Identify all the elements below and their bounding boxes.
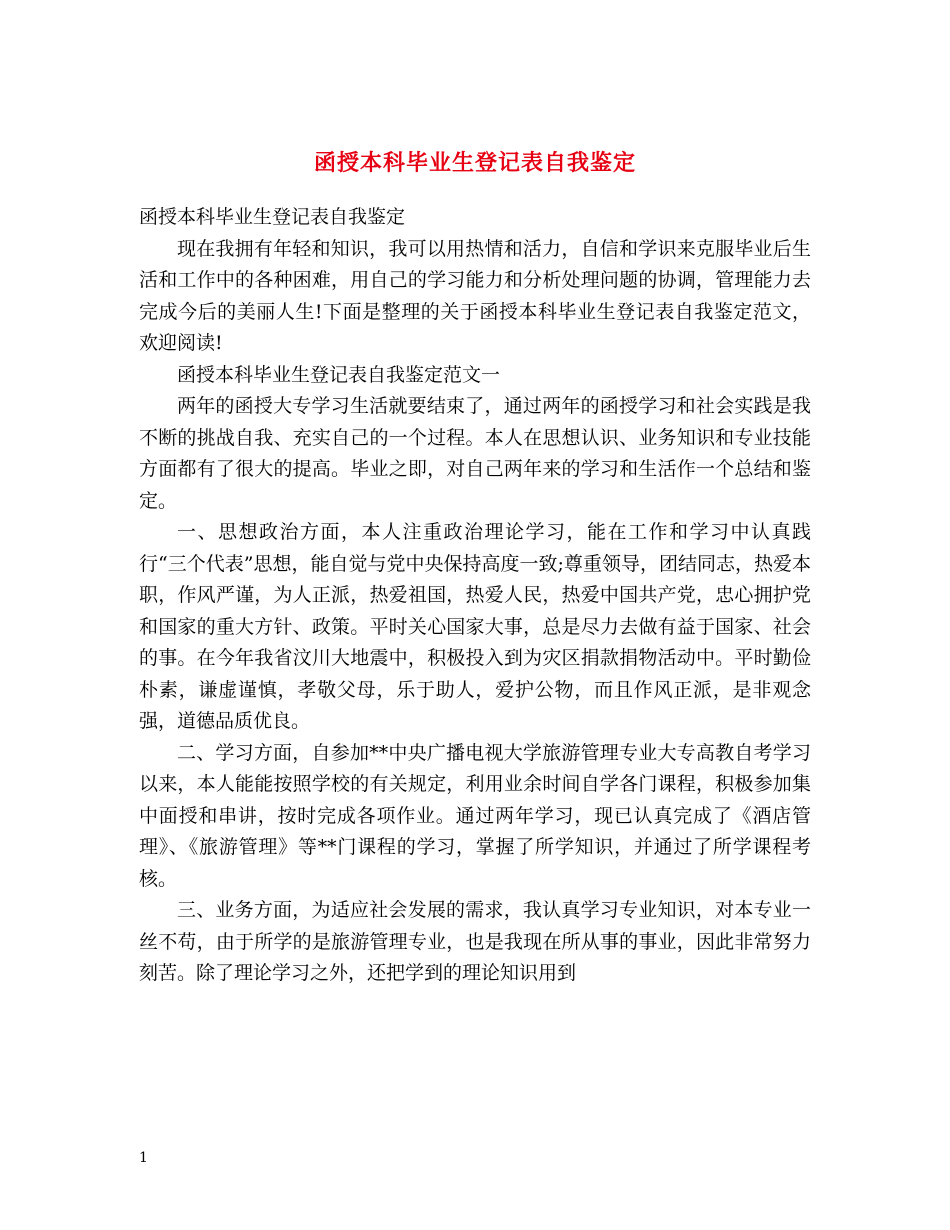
paragraph-business: 三、业务方面，为适应社会发展的需求，我认真学习专业知识，对本专业一丝不苟，由于所学的是旅游管理专业，也是我现在所从事的事业，因此非常努力刻苦。除了理论学习之外，还把学到的理论知识用到 [139,899,811,984]
paragraph-study: 二、学习方面，自参加**中央广播电视大学旅游管理专业大专高教自考学习以来，本人能能按照学校的有关规定，利用业余时间自学各门课程，积极参加集中面授和串讲，按时完成各项作业。通过两年学习，现已认真完成了《酒店管理》、《旅游管理》等**门课程的学习，掌握了所学知识，并通过了所学课程考核。 [139,741,811,890]
paragraph-sample-title: 函授本科毕业生登记表自我鉴定范文一 [177,363,501,386]
paragraph-heading: 函授本科毕业生登记表自我鉴定 [139,206,406,228]
page-number: 1 [139,1150,148,1166]
paragraph-overview: 两年的函授大专学习生活就要结束了，通过两年的函授学习和社会实践是我不断的挑战自我、充实自己的一个过程。本人在思想认识、业务知识和专业技能方面都有了很大的提高。毕业之即，对自己两年来的学习和生活作一个总结和鉴定。 [139,395,811,512]
document-body [139,202,811,990]
document-title: 函授本科毕业生登记表自我鉴定 [313,149,636,176]
paragraph-intro: 现在我拥有年轻和知识，我可以用热情和活力，自信和学识来克服毕业后生活和工作中的各种困难，用自己的学习能力和分析处理问题的协调，管理能力去完成今后的美丽人生!下面是整理的关于函授本科毕业生登记表自我鉴定范文，欢迎阅读! [139,237,811,354]
paragraph-political: 一、思想政治方面，本人注重政治理论学习，能在工作和学习中认真践行“三个代表”思想，能自觉与党中央保持高度一致;尊重领导，团结同志，热爱本职，作风严谨，为人正派，热爱祖国，热爱人民，热爱中国共产党，忠心拥护党和国家的重大方针、政策。平时关心国家大事，总是尽力去做有益于国家、社会的事。在今年我省汶川大地震中，积极投入到为灾区捐款捐物活动中。平时勤俭朴素，谦虚谨慎，孝敬父母，乐于助人，爱护公物，而且作风正派，是非观念强，道德品质优良。 [139,521,811,732]
